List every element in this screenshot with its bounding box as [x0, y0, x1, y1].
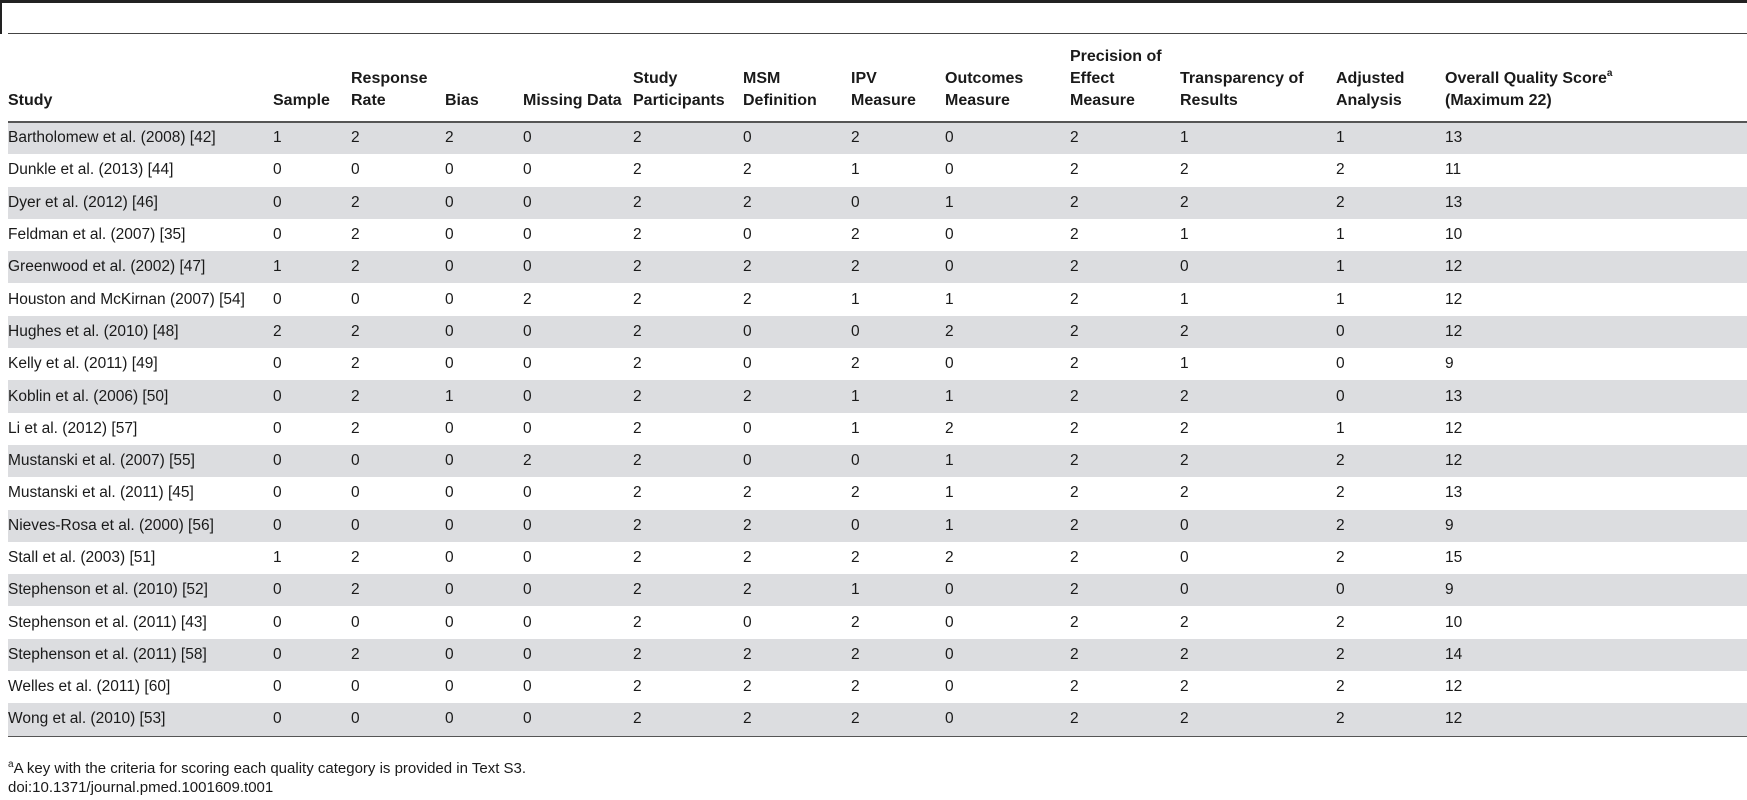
cell-study-participants: 2 [633, 574, 743, 606]
cell-sample: 0 [273, 639, 351, 671]
cell-sample: 1 [273, 549, 282, 566]
cell-sample: 0 [273, 226, 282, 244]
cell-study-participants: 2 [633, 355, 642, 373]
cell-response-rate: 2 [351, 419, 360, 437]
doi-text: doi:10.1371/journal.pmed.1001609.t001 [8, 779, 274, 796]
cell-study-participants: 2 [633, 703, 743, 736]
header-overall-quality-score [1445, 34, 1747, 122]
cell-transparency-of-results: 2 [1180, 445, 1336, 477]
header-bottom-rule [8, 121, 1747, 123]
header-precision-of-effect-measure: Precision of Effect Measure [1070, 48, 1162, 109]
cell-ipv-measure: 1 [851, 574, 945, 606]
cell-msm-definition: 2 [743, 187, 851, 219]
cell-study: Mustanski et al. (2007) [55] [8, 445, 273, 477]
cell-adjusted-analysis: 0 [1336, 574, 1445, 606]
cell-bias: 0 [445, 703, 523, 736]
cell-missing-data: 0 [523, 703, 633, 736]
cell-precision-of-effect-measure: 2 [1070, 613, 1079, 631]
cell-bias: 0 [445, 678, 454, 696]
cell-msm-definition: 0 [743, 613, 752, 631]
cell-transparency-of-results: 1 [1180, 355, 1189, 373]
table-row [8, 348, 1747, 380]
cell-response-rate: 2 [351, 574, 445, 606]
cell-transparency-of-results: 2 [1180, 703, 1336, 736]
cell-msm-definition: 2 [743, 251, 851, 283]
cell-study-participants: 2 [633, 678, 642, 696]
cell-sample: 0 [273, 161, 282, 179]
cell-sample: 0 [273, 678, 282, 696]
cell-missing-data: 0 [523, 161, 532, 179]
quality-table [8, 34, 1747, 737]
cell-study: Kelly et al. (2011) [49] [8, 355, 158, 373]
cell-adjusted-analysis: 2 [1336, 484, 1345, 502]
cell-sample: 0 [273, 290, 282, 308]
cell-msm-definition: 0 [743, 419, 752, 437]
cell-msm-definition: 2 [743, 510, 851, 542]
cell-transparency-of-results: 2 [1180, 678, 1189, 696]
cell-response-rate: 2 [351, 251, 445, 283]
cell-precision-of-effect-measure: 2 [1070, 122, 1180, 154]
cell-transparency-of-results: 2 [1180, 380, 1336, 412]
cell-precision-of-effect-measure: 2 [1070, 316, 1180, 348]
cell-msm-definition: 2 [743, 484, 752, 502]
cell-missing-data: 2 [523, 445, 633, 477]
table-row [8, 671, 1747, 703]
cell-missing-data: 0 [523, 122, 633, 154]
cell-response-rate: 0 [351, 290, 360, 308]
cell-sample: 0 [273, 380, 351, 412]
cell-adjusted-analysis: 1 [1336, 226, 1345, 244]
cell-study: Hughes et al. (2010) [48] [8, 316, 273, 348]
cell-bias: 2 [445, 122, 523, 154]
cell-outcomes-measure: 2 [945, 316, 1070, 348]
cell-transparency-of-results: 2 [1180, 484, 1189, 502]
table-row [8, 251, 1747, 283]
cell-missing-data: 0 [523, 484, 532, 502]
cell-adjusted-analysis: 2 [1336, 510, 1445, 542]
cell-sample: 1 [273, 122, 351, 154]
header-outcomes-measure: Outcomes Measure [945, 70, 1024, 109]
cell-msm-definition: 2 [743, 290, 752, 308]
cell-bias: 0 [445, 251, 523, 283]
cell-response-rate: 0 [351, 445, 445, 477]
cell-adjusted-analysis: 0 [1336, 316, 1445, 348]
cell-missing-data: 0 [523, 187, 633, 219]
cell-adjusted-analysis: 2 [1336, 678, 1345, 696]
cell-msm-definition: 0 [743, 316, 851, 348]
footnote-marker: a [8, 759, 14, 770]
cell-adjusted-analysis: 0 [1336, 380, 1445, 412]
cell-study-participants: 2 [633, 226, 642, 244]
cell-sample: 0 [273, 445, 351, 477]
cell-sample: 0 [273, 187, 351, 219]
cell-outcomes-measure: 0 [945, 355, 954, 373]
cell-precision-of-effect-measure: 2 [1070, 639, 1180, 671]
cell-study-participants: 2 [633, 639, 743, 671]
cell-precision-of-effect-measure: 2 [1070, 703, 1180, 736]
table-row [8, 219, 1747, 251]
cell-overall-quality-score: 12 [1445, 419, 1463, 437]
cell-outcomes-measure: 0 [945, 678, 954, 696]
cell-adjusted-analysis: 1 [1336, 290, 1345, 308]
cell-overall-quality-score: 9 [1445, 574, 1747, 606]
cell-transparency-of-results: 2 [1180, 316, 1336, 348]
cell-study: Stall et al. (2003) [51] [8, 549, 156, 566]
cell-outcomes-measure: 0 [945, 251, 1070, 283]
cell-precision-of-effect-measure: 2 [1070, 355, 1079, 373]
cell-overall-quality-score: 12 [1445, 445, 1747, 477]
cell-outcomes-measure: 1 [945, 484, 954, 502]
cell-missing-data: 0 [523, 574, 633, 606]
cell-msm-definition: 2 [743, 678, 752, 696]
cell-transparency-of-results: 1 [1180, 290, 1189, 308]
cell-precision-of-effect-measure: 2 [1070, 161, 1079, 179]
cell-ipv-measure: 2 [851, 355, 860, 373]
cell-missing-data: 0 [523, 639, 633, 671]
table-row [8, 542, 1747, 574]
cell-response-rate: 2 [351, 187, 445, 219]
cell-study: Houston and McKirnan (2007) [54] [8, 290, 245, 308]
cell-ipv-measure: 0 [851, 187, 945, 219]
cell-study-participants: 2 [633, 549, 642, 566]
cell-adjusted-analysis: 2 [1336, 187, 1445, 219]
cell-adjusted-analysis: 2 [1336, 549, 1345, 566]
cell-ipv-measure: 2 [851, 639, 945, 671]
cell-study: Koblin et al. (2006) [50] [8, 380, 273, 412]
cell-ipv-measure: 2 [851, 226, 860, 244]
header-bias: Bias [445, 92, 479, 109]
table-header [8, 34, 1747, 122]
cell-precision-of-effect-measure: 2 [1070, 549, 1079, 566]
table-row [8, 510, 1747, 542]
cell-overall-quality-score: 12 [1445, 703, 1747, 736]
cell-msm-definition: 2 [743, 703, 851, 736]
cell-ipv-measure: 2 [851, 549, 860, 566]
cell-outcomes-measure: 0 [945, 226, 954, 244]
cell-study: Li et al. (2012) [57] [8, 419, 138, 437]
table-body [8, 122, 1747, 736]
cell-ipv-measure: 2 [851, 613, 860, 631]
table-row [8, 380, 1747, 412]
header-row [8, 34, 1747, 122]
cell-ipv-measure: 1 [851, 380, 945, 412]
cell-adjusted-analysis: 1 [1336, 122, 1445, 154]
cell-adjusted-analysis: 2 [1336, 445, 1445, 477]
cell-response-rate: 0 [351, 703, 445, 736]
cell-ipv-measure: 0 [851, 510, 945, 542]
cell-ipv-measure: 2 [851, 484, 860, 502]
cell-outcomes-measure: 0 [945, 639, 1070, 671]
cell-overall-quality-score: 10 [1445, 613, 1463, 631]
cell-bias: 0 [445, 613, 454, 631]
cell-overall-quality-score: 13 [1445, 484, 1463, 502]
cell-response-rate: 0 [351, 510, 445, 542]
cell-precision-of-effect-measure: 2 [1070, 484, 1079, 502]
cell-msm-definition: 2 [743, 549, 752, 566]
cell-missing-data: 0 [523, 549, 532, 566]
cell-overall-quality-score: 12 [1445, 316, 1747, 348]
cell-response-rate: 2 [351, 639, 445, 671]
cell-study-participants: 2 [633, 316, 743, 348]
cell-missing-data: 0 [523, 251, 633, 283]
header-overall-quality-score-label: Overall Quality Score [1445, 70, 1607, 87]
cell-transparency-of-results: 0 [1180, 574, 1336, 606]
cell-missing-data: 0 [523, 355, 532, 373]
header-sample: Sample [273, 92, 330, 109]
table-row [8, 477, 1747, 509]
cell-ipv-measure: 1 [851, 419, 860, 437]
cell-study-participants: 2 [633, 290, 642, 308]
cell-ipv-measure: 2 [851, 703, 945, 736]
cell-outcomes-measure: 1 [945, 445, 1070, 477]
cell-outcomes-measure: 1 [945, 380, 1070, 412]
left-border [0, 0, 2, 34]
table-row [8, 122, 1747, 154]
cell-study-participants: 2 [633, 161, 642, 179]
cell-bias: 0 [445, 484, 454, 502]
table-row [8, 413, 1747, 445]
cell-bias: 1 [445, 380, 523, 412]
cell-transparency-of-results: 2 [1180, 613, 1189, 631]
cell-missing-data: 0 [523, 419, 532, 437]
cell-missing-data: 0 [523, 510, 633, 542]
cell-outcomes-measure: 0 [945, 613, 954, 631]
table-row [8, 639, 1747, 671]
cell-study: Greenwood et al. (2002) [47] [8, 251, 273, 283]
cell-ipv-measure: 2 [851, 678, 860, 696]
cell-response-rate: 0 [351, 613, 360, 631]
cell-sample: 0 [273, 510, 351, 542]
cell-adjusted-analysis: 1 [1336, 251, 1445, 283]
cell-bias: 0 [445, 419, 454, 437]
cell-sample: 0 [273, 419, 282, 437]
cell-transparency-of-results: 1 [1180, 226, 1189, 244]
cell-response-rate: 2 [351, 355, 360, 373]
top-rule [0, 0, 1747, 3]
cell-bias: 0 [445, 161, 454, 179]
cell-response-rate: 0 [351, 484, 360, 502]
table-row [8, 316, 1747, 348]
cell-missing-data: 0 [523, 678, 532, 696]
table-row [8, 187, 1747, 219]
cell-response-rate: 2 [351, 549, 360, 566]
table-row [8, 154, 1747, 186]
cell-precision-of-effect-measure: 2 [1070, 678, 1079, 696]
header-study-participants: Study Participants [633, 70, 725, 109]
cell-bias: 0 [445, 639, 523, 671]
cell-bias: 0 [445, 574, 523, 606]
header-study: Study [8, 92, 53, 109]
cell-transparency-of-results: 0 [1180, 549, 1189, 566]
cell-precision-of-effect-measure: 2 [1070, 226, 1079, 244]
cell-overall-quality-score: 9 [1445, 355, 1454, 373]
cell-overall-quality-score: 15 [1445, 549, 1463, 566]
cell-response-rate: 2 [351, 380, 445, 412]
cell-precision-of-effect-measure: 2 [1070, 445, 1180, 477]
cell-transparency-of-results: 2 [1180, 639, 1336, 671]
cell-ipv-measure: 1 [851, 290, 860, 308]
cell-outcomes-measure: 1 [945, 290, 954, 308]
footnote-text: A key with the criteria for scoring each quality category is provided in Text S3. [13, 760, 527, 777]
cell-response-rate: 2 [351, 122, 445, 154]
cell-overall-quality-score: 13 [1445, 187, 1747, 219]
cell-adjusted-analysis: 0 [1336, 355, 1345, 373]
cell-missing-data: 2 [523, 290, 532, 308]
header-msm-definition: MSM Definition [743, 70, 817, 109]
cell-overall-quality-score: 11 [1445, 161, 1462, 179]
cell-outcomes-measure: 2 [945, 549, 954, 566]
cell-outcomes-measure: 0 [945, 703, 1070, 736]
cell-study: Nieves-Rosa et al. (2000) [56] [8, 510, 273, 542]
cell-study-participants: 2 [633, 187, 743, 219]
cell-bias: 0 [445, 187, 523, 219]
cell-precision-of-effect-measure: 2 [1070, 380, 1180, 412]
cell-sample: 0 [273, 574, 351, 606]
cell-bias: 0 [445, 549, 454, 566]
cell-precision-of-effect-measure: 2 [1070, 419, 1079, 437]
cell-response-rate: 2 [351, 316, 445, 348]
cell-msm-definition: 2 [743, 574, 851, 606]
cell-missing-data: 0 [523, 316, 633, 348]
cell-study-participants: 2 [633, 445, 743, 477]
cell-precision-of-effect-measure: 2 [1070, 290, 1079, 308]
cell-msm-definition: 2 [743, 380, 851, 412]
cell-adjusted-analysis: 2 [1336, 161, 1345, 179]
cell-sample: 1 [273, 251, 351, 283]
cell-precision-of-effect-measure: 2 [1070, 510, 1180, 542]
table-row [8, 574, 1747, 606]
cell-study: Wong et al. (2010) [53] [8, 703, 273, 736]
cell-transparency-of-results: 2 [1180, 161, 1189, 179]
cell-study: Welles et al. (2011) [60] [8, 678, 171, 696]
header-footnote-marker: a [1606, 68, 1613, 79]
cell-study-participants: 2 [633, 510, 743, 542]
cell-bias: 0 [445, 510, 523, 542]
cell-missing-data: 0 [523, 380, 633, 412]
cell-msm-definition: 2 [743, 161, 752, 179]
header-response-rate: Response Rate [351, 70, 428, 109]
header-transparency-of-results: Transparency of Results [1180, 70, 1304, 109]
header-adjusted-analysis: Adjusted Analysis [1336, 70, 1405, 109]
cell-overall-quality-score: 13 [1445, 380, 1747, 412]
cell-overall-quality-score: 12 [1445, 678, 1463, 696]
cell-study-participants: 2 [633, 613, 642, 631]
cell-ipv-measure: 0 [851, 316, 945, 348]
table-row [8, 606, 1747, 638]
cell-outcomes-measure: 0 [945, 122, 1070, 154]
cell-precision-of-effect-measure: 2 [1070, 251, 1180, 283]
cell-outcomes-measure: 2 [945, 419, 954, 437]
cell-msm-definition: 0 [743, 226, 752, 244]
header-missing-data: Missing Data [523, 92, 622, 109]
cell-adjusted-analysis: 1 [1336, 419, 1345, 437]
cell-overall-quality-score: 13 [1445, 122, 1747, 154]
cell-bias: 0 [445, 355, 454, 373]
cell-study-participants: 2 [633, 251, 743, 283]
cell-sample: 0 [273, 484, 282, 502]
cell-overall-quality-score: 12 [1445, 290, 1463, 308]
cell-precision-of-effect-measure: 2 [1070, 574, 1180, 606]
cell-study: Mustanski et al. (2011) [45] [8, 484, 194, 502]
header-overall-quality-score-max: (Maximum 22) [1445, 92, 1552, 109]
header-ipv-measure: IPV Measure [851, 70, 916, 109]
cell-bias: 0 [445, 290, 454, 308]
cell-study-participants: 2 [633, 484, 642, 502]
cell-msm-definition: 2 [743, 639, 851, 671]
cell-missing-data: 0 [523, 226, 532, 244]
cell-precision-of-effect-measure: 2 [1070, 187, 1180, 219]
cell-overall-quality-score: 9 [1445, 510, 1747, 542]
cell-bias: 0 [445, 316, 523, 348]
cell-study-participants: 2 [633, 380, 743, 412]
cell-ipv-measure: 2 [851, 251, 945, 283]
cell-outcomes-measure: 1 [945, 187, 1070, 219]
cell-study: Stephenson et al. (2011) [58] [8, 639, 273, 671]
cell-study: Bartholomew et al. (2008) [42] [8, 122, 273, 154]
cell-sample: 0 [273, 355, 282, 373]
cell-transparency-of-results: 2 [1180, 419, 1189, 437]
table-row [8, 703, 1747, 736]
cell-msm-definition: 0 [743, 122, 851, 154]
cell-transparency-of-results: 1 [1180, 122, 1336, 154]
cell-msm-definition: 0 [743, 355, 752, 373]
cell-ipv-measure: 0 [851, 445, 945, 477]
cell-sample: 0 [273, 703, 351, 736]
cell-transparency-of-results: 2 [1180, 187, 1336, 219]
cell-study: Stephenson et al. (2010) [52] [8, 574, 273, 606]
cell-overall-quality-score: 12 [1445, 251, 1747, 283]
cell-sample: 0 [273, 613, 282, 631]
cell-study-participants: 2 [633, 122, 743, 154]
cell-outcomes-measure: 0 [945, 161, 954, 179]
cell-adjusted-analysis: 2 [1336, 703, 1445, 736]
cell-response-rate: 2 [351, 226, 360, 244]
cell-response-rate: 0 [351, 678, 360, 696]
cell-adjusted-analysis: 2 [1336, 613, 1345, 631]
table-row [8, 445, 1747, 477]
cell-transparency-of-results: 0 [1180, 251, 1336, 283]
cell-ipv-measure: 2 [851, 122, 945, 154]
cell-response-rate: 0 [351, 161, 360, 179]
cell-sample: 2 [273, 316, 351, 348]
cell-outcomes-measure: 1 [945, 510, 1070, 542]
cell-adjusted-analysis: 2 [1336, 639, 1445, 671]
cell-msm-definition: 0 [743, 445, 851, 477]
cell-transparency-of-results: 0 [1180, 510, 1336, 542]
cell-study: Feldman et al. (2007) [35] [8, 226, 186, 244]
cell-missing-data: 0 [523, 613, 532, 631]
cell-overall-quality-score: 10 [1445, 226, 1463, 244]
cell-study: Dyer et al. (2012) [46] [8, 187, 273, 219]
cell-study: Stephenson et al. (2011) [43] [8, 613, 207, 631]
cell-outcomes-measure: 0 [945, 574, 1070, 606]
table-row [8, 283, 1747, 315]
cell-overall-quality-score: 14 [1445, 639, 1747, 671]
cell-study: Dunkle et al. (2013) [44] [8, 161, 174, 179]
cell-bias: 0 [445, 445, 523, 477]
cell-ipv-measure: 1 [851, 161, 860, 179]
cell-study-participants: 2 [633, 419, 642, 437]
cell-bias: 0 [445, 226, 454, 244]
